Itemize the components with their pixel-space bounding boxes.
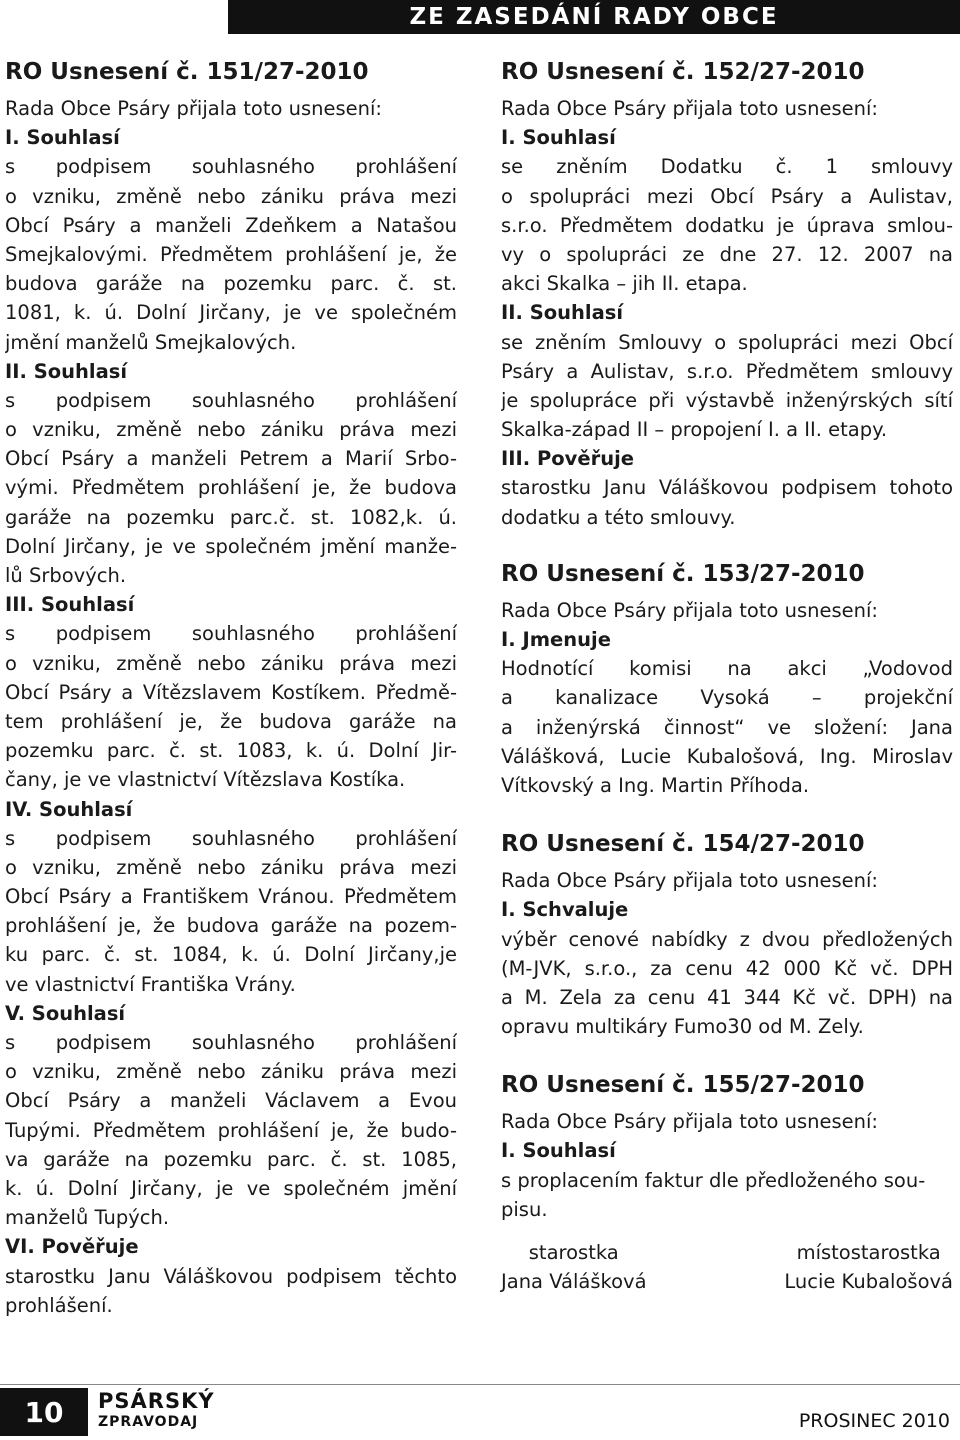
resolution-section: [501, 1069, 953, 1224]
body-text-line: starostku Janu Váláškovou podpisem tohoto: [501, 476, 953, 500]
body-text-line: s podpisem souhlasného prohlášení: [5, 1031, 457, 1054]
resolution-title: RO Usnesení č. 155/27-2010: [501, 1072, 865, 1099]
signature-role: místostarostka: [796, 1241, 941, 1264]
body-text-line: va garáže na pozemku parc. č. st. 1085,: [5, 1147, 457, 1171]
body-text-line: vými. Předmětem prohlášení je, že budova: [5, 476, 457, 500]
body-text-line: Smejkalovými. Předmětem prohlášení je, že: [5, 242, 457, 266]
resolution-title: RO Usnesení č. 154/27-2010: [501, 831, 865, 858]
resolution-body: [501, 596, 953, 800]
body-text-line: s podpisem souhlasného prohlášení: [5, 826, 457, 850]
resolution-point-heading: V. Souhlasí: [5, 1001, 126, 1025]
body-text-line: Hodnotící komisi na akci „Vodovod: [501, 657, 953, 681]
right-resolutions: [501, 56, 953, 1224]
body-text-line: garáže na pozemku parc.č. st. 1082,k. ú.: [5, 505, 457, 529]
body-text-line: Psáry a Aulistav, s.r.o. Předmětem smlouvy: [501, 359, 953, 383]
body-text-line: starostku Janu Váláškovou podpisem těchto: [5, 1264, 457, 1288]
resolution-title: RO Usnesení č. 151/27-2010: [5, 59, 369, 85]
resolution-point-heading: VI. Pověřuje: [5, 1235, 139, 1259]
body-text-line: prohlášení.: [5, 1293, 113, 1317]
resolution-body: [5, 94, 457, 1320]
magazine-logo: [98, 1391, 215, 1433]
body-text-line: Rada Obce Psáry přijala toto usnesení:: [501, 97, 878, 120]
body-text-line: lů Srbových.: [5, 564, 127, 587]
body-text-line: k. ú. Dolní Jirčany, je ve společném jmění: [5, 1176, 457, 1200]
resolution-point-heading: I. Schvaluje: [501, 898, 629, 922]
body-text-line: a kanalizace Vysoká – projekční: [501, 686, 953, 710]
body-text-line: o vzniku, změně nebo zániku práva mezi: [5, 1060, 457, 1084]
body-text-line: budova garáže na pozemku parc. č. st.: [5, 272, 457, 296]
body-text-line: jmění manželů Smejkalových.: [5, 330, 297, 354]
resolution-point-heading: I. Souhlasí: [5, 126, 120, 150]
body-text-line: Rada Obce Psáry přijala toto usnesení:: [5, 97, 382, 120]
signature-name: Lucie Kubalošová: [784, 1270, 953, 1293]
section-title: ZE ZASEDÁNÍ RADY OBCE: [409, 4, 779, 30]
left-column: [5, 56, 457, 1320]
body-text-line: o vzniku, změně nebo zániku práva mezi: [5, 651, 457, 675]
body-text-line: o spolupráci mezi Obcí Psáry a Aulistav,: [501, 184, 953, 208]
body-text-line: opravu multikáry Fumo30 od M. Zely.: [501, 1015, 864, 1039]
body-text-line: Tupými. Předmětem prohlášení je, že budo-: [5, 1118, 457, 1142]
resolution-point-heading: I. Souhlasí: [501, 1139, 616, 1163]
body-text-line: Obcí Psáry a manželi Zdeňkem a Natašou: [5, 213, 457, 237]
magazine-name-line2: ZPRAVODAJ: [98, 1414, 199, 1430]
body-text-line: Obcí Psáry a manželi Václavem a Evou: [5, 1089, 457, 1113]
section-spacer: [501, 532, 953, 558]
body-text-line: Skalka-západ II – propojení I. a II. etapy.: [501, 418, 888, 442]
body-text-line: ku parc. č. st. 1084, k. ú. Dolní Jirčany,je: [5, 943, 457, 967]
footer-divider: [0, 1384, 960, 1385]
signature-role: starostka: [528, 1241, 619, 1264]
resolution-title: RO Usnesení č. 152/27-2010: [501, 59, 865, 85]
body-text-line: a M. Zela za cenu 41 344 Kč vč. DPH) na: [501, 985, 953, 1009]
resolution-point-heading: IV. Souhlasí: [5, 797, 133, 821]
resolution-section: [501, 828, 953, 1041]
body-text-line: a inženýrská činnost“ ve složení: Jana: [501, 715, 953, 739]
resolution-section: [501, 56, 953, 532]
body-text-line: (M-JVK, s.r.o., za cenu 42 000 Kč vč. DPH: [501, 956, 953, 980]
body-text-line: Rada Obce Psáry přijala toto usnesení:: [501, 869, 878, 893]
resolution-title: RO Usnesení č. 153/27-2010: [501, 560, 865, 587]
section-spacer: [501, 1041, 953, 1069]
resolution-body: [501, 866, 953, 1041]
body-text-line: Rada Obce Psáry přijala toto usnesení:: [501, 598, 878, 622]
body-text-line: dodatku a této smlouvy.: [501, 505, 736, 529]
body-text-line: Obcí Psáry a Vítězslavem Kostíkem. Předmě-: [5, 680, 457, 704]
resolution-point-heading: I. Jmenuje: [501, 628, 611, 651]
section-spacer: [501, 800, 953, 828]
body-text-line: Vítkovský a Ing. Martin Příhoda.: [501, 773, 810, 797]
signature-name: Jana Válášková: [501, 1270, 647, 1293]
body-text-line: Obcí Psáry a Františkem Vránou. Předmětem: [5, 885, 457, 909]
body-text-line: Obcí Psáry a manželi Petrem a Marií Srbo-: [5, 447, 457, 471]
right-column: [501, 56, 953, 1296]
body-text-line: se zněním Dodatku č. 1 smlouvy: [501, 155, 953, 179]
resolution-point-heading: II. Souhlasí: [5, 359, 128, 383]
body-text-line: ve vlastnictví Františka Vrány.: [5, 972, 296, 996]
signature-block: [501, 1238, 953, 1296]
body-text-line: Rada Obce Psáry přijala toto usnesení:: [501, 1110, 878, 1134]
resolution-body: [501, 1107, 953, 1224]
body-text-line: čany, je ve vlastnictví Vítězslava Kostíka.: [5, 768, 406, 792]
signature-starostka: [501, 1238, 647, 1296]
body-text-line: s proplacením faktur dle předloženého sou-: [501, 1168, 926, 1192]
body-text-line: pisu.: [501, 1197, 548, 1221]
body-text-line: prohlášení je, že budova garáže na pozem-: [5, 914, 457, 938]
section-banner: [228, 0, 960, 34]
issue-date: PROSINEC 2010: [798, 1410, 950, 1432]
page-number: 10: [0, 1388, 88, 1436]
body-text-line: 1081, k. ú. Dolní Jirčany, je ve společném: [5, 301, 457, 325]
body-text-line: o vzniku, změně nebo zániku práva mezi: [5, 418, 457, 442]
body-text-line: akci Skalka – jih II. etapa.: [501, 272, 748, 296]
body-text-line: pozemku parc. č. st. 1083, k. ú. Dolní Jir-: [5, 739, 457, 763]
resolution-body: [501, 94, 953, 532]
body-text-line: o vzniku, změně nebo zániku práva mezi: [5, 184, 457, 208]
body-text-line: Válášková, Lucie Kubalošová, Ing. Miroslav: [501, 744, 953, 768]
body-text-line: s.r.o. Předmětem dodatku je úprava smlou-: [501, 213, 953, 237]
body-text-line: s podpisem souhlasného prohlášení: [5, 155, 457, 179]
resolution-section: [501, 558, 953, 800]
resolution-point-heading: III. Souhlasí: [5, 593, 135, 617]
signature-mistostarostka: [784, 1238, 953, 1296]
resolution-point-heading: I. Souhlasí: [501, 126, 616, 150]
body-text-line: Dolní Jirčany, je ve společném jmění manže-: [5, 534, 457, 558]
body-text-line: s podpisem souhlasného prohlášení: [5, 622, 457, 646]
resolution-point-heading: II. Souhlasí: [501, 301, 624, 325]
body-text-line: manželů Tupých.: [5, 1206, 170, 1230]
body-text-line: vy o spolupráci ze dne 27. 12. 2007 na: [501, 242, 953, 266]
body-text-line: výběr cenové nabídky z dvou předložených: [501, 927, 953, 951]
body-text-line: s podpisem souhlasného prohlášení: [5, 388, 457, 412]
body-text-line: je spolupráce při výstavbě inženýrských sítí: [501, 388, 953, 412]
body-text-line: tem prohlášení je, že budova garáže na: [5, 709, 457, 733]
body-text-line: se zněním Smlouvy o spolupráci mezi Obcí: [501, 330, 953, 354]
body-text-line: o vzniku, změně nebo zániku práva mezi: [5, 855, 457, 879]
magazine-name-line1: PSÁRSKÝ: [98, 1389, 215, 1413]
resolution-point-heading: III. Pověřuje: [501, 447, 634, 471]
